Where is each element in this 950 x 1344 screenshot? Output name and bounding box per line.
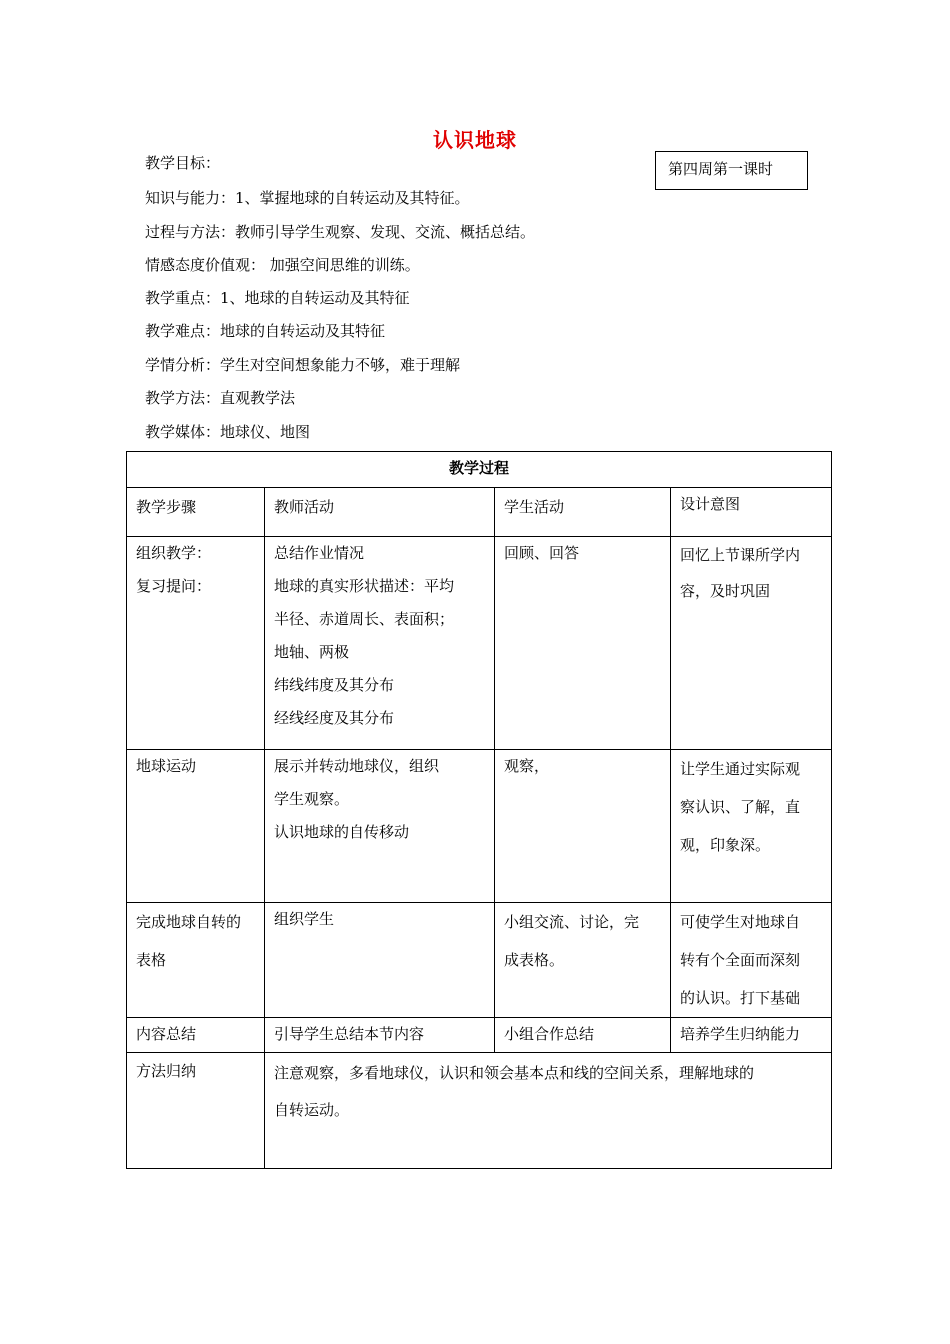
cell-text: 观察，: [504, 757, 550, 775]
student-cell: [495, 1018, 671, 1053]
teacher-cell: [265, 537, 495, 750]
cell-text: 半径、赤道周长、表面积；: [274, 610, 455, 628]
cell-text: 认识地球的自传移动: [274, 823, 410, 841]
cell-text: 学生观察。: [274, 790, 350, 808]
teacher-cell: [265, 1018, 495, 1053]
cell-text: 组织教学：: [136, 544, 212, 562]
column-header-step: 教学步骤: [127, 488, 265, 537]
column-header-student: 学生活动: [495, 488, 671, 537]
cell-text: 展示并转动地球仪，组织: [274, 757, 440, 775]
intent-cell: [671, 1018, 832, 1053]
cell-text: 回顾、回答: [504, 544, 580, 562]
table-row: [127, 1018, 832, 1053]
student-cell: [495, 537, 671, 750]
cell-text: 地球运动: [136, 757, 197, 775]
teacher-cell: [265, 903, 495, 1018]
table-header-row: [127, 488, 832, 537]
table-row: [127, 1053, 832, 1169]
process-method-line: 过程与方法：教师引导学生观察、发现、交流、概括总结。: [145, 223, 536, 241]
cell-text: 培养学生归纳能力: [680, 1025, 801, 1043]
student-analysis-line: 学情分析：学生对空间想象能力不够，难于理解: [145, 356, 461, 374]
cell-text: 成表格。: [504, 951, 565, 969]
cell-text: 观，印象深。: [680, 836, 771, 854]
cell-text: 引导学生总结本节内容: [274, 1025, 425, 1043]
table-row: [127, 537, 832, 750]
cell-text: 组织学生: [274, 910, 335, 928]
teaching-goals-heading: 教学目标：: [145, 154, 221, 172]
week-lesson-box: 第四周第一课时: [655, 151, 808, 190]
intent-cell: [671, 903, 832, 1018]
cell-text: 总结作业情况: [274, 544, 365, 562]
cell-text: 表格: [136, 951, 167, 969]
cell-text: 的认识。打下基础: [680, 989, 801, 1007]
cell-text: 回忆上节课所学内: [680, 546, 801, 564]
student-cell: [495, 903, 671, 1018]
key-points-line: 教学重点：1、地球的自转运动及其特征: [145, 289, 410, 307]
intent-cell: [671, 537, 832, 750]
teaching-process-table: [126, 451, 832, 1169]
cell-text: 注意观察，多看地球仪，认识和领会基本点和线的空间关系，理解地球的: [274, 1064, 755, 1082]
column-header-teacher: 教师活动: [265, 488, 495, 537]
cell-text: 自转运动。: [274, 1101, 350, 1119]
cell-text: 完成地球自转的: [136, 913, 242, 931]
document-title: 认识地球: [433, 128, 517, 152]
cell-text: 地轴、两极: [274, 643, 350, 661]
column-header-intent: 设计意图: [671, 488, 832, 537]
method-summary-cell: [265, 1053, 832, 1169]
step-cell: [127, 750, 265, 903]
step-cell: [127, 537, 265, 750]
cell-text: 可使学生对地球自: [680, 913, 801, 931]
table-row: [127, 903, 832, 1018]
cell-text: 纬线纬度及其分布: [274, 676, 395, 694]
table-heading: 教学过程: [127, 452, 832, 488]
cell-text: 察认识、了解，直: [680, 798, 801, 816]
cell-text: 经线经度及其分布: [274, 709, 395, 727]
cell-text: 小组合作总结: [504, 1025, 595, 1043]
knowledge-ability-line: 知识与能力：1、掌握地球的自转运动及其特征。: [145, 189, 470, 207]
cell-text: 转有个全面而深刻: [680, 951, 801, 969]
cell-text: 让学生通过实际观: [680, 760, 801, 778]
cell-text: 容，及时巩固: [680, 582, 771, 600]
cell-text: 复习提问：: [136, 577, 212, 595]
step-cell: 方法归纳: [127, 1053, 265, 1169]
attitude-values-line: 情感态度价值观： 加强空间思维的训练。: [145, 256, 420, 274]
cell-text: 地球的真实形状描述：平均: [274, 577, 455, 595]
teaching-method-line: 教学方法：直观教学法: [145, 389, 296, 407]
intent-cell: [671, 750, 832, 903]
cell-text: 内容总结: [136, 1025, 197, 1043]
table-row: [127, 750, 832, 903]
difficulties-line: 教学难点：地球的自转运动及其特征: [145, 322, 386, 340]
step-cell: [127, 903, 265, 1018]
teacher-cell: [265, 750, 495, 903]
step-cell: [127, 1018, 265, 1053]
cell-text: 小组交流、讨论，完: [504, 913, 640, 931]
student-cell: [495, 750, 671, 903]
teaching-media-line: 教学媒体：地球仪、地图: [145, 423, 311, 441]
